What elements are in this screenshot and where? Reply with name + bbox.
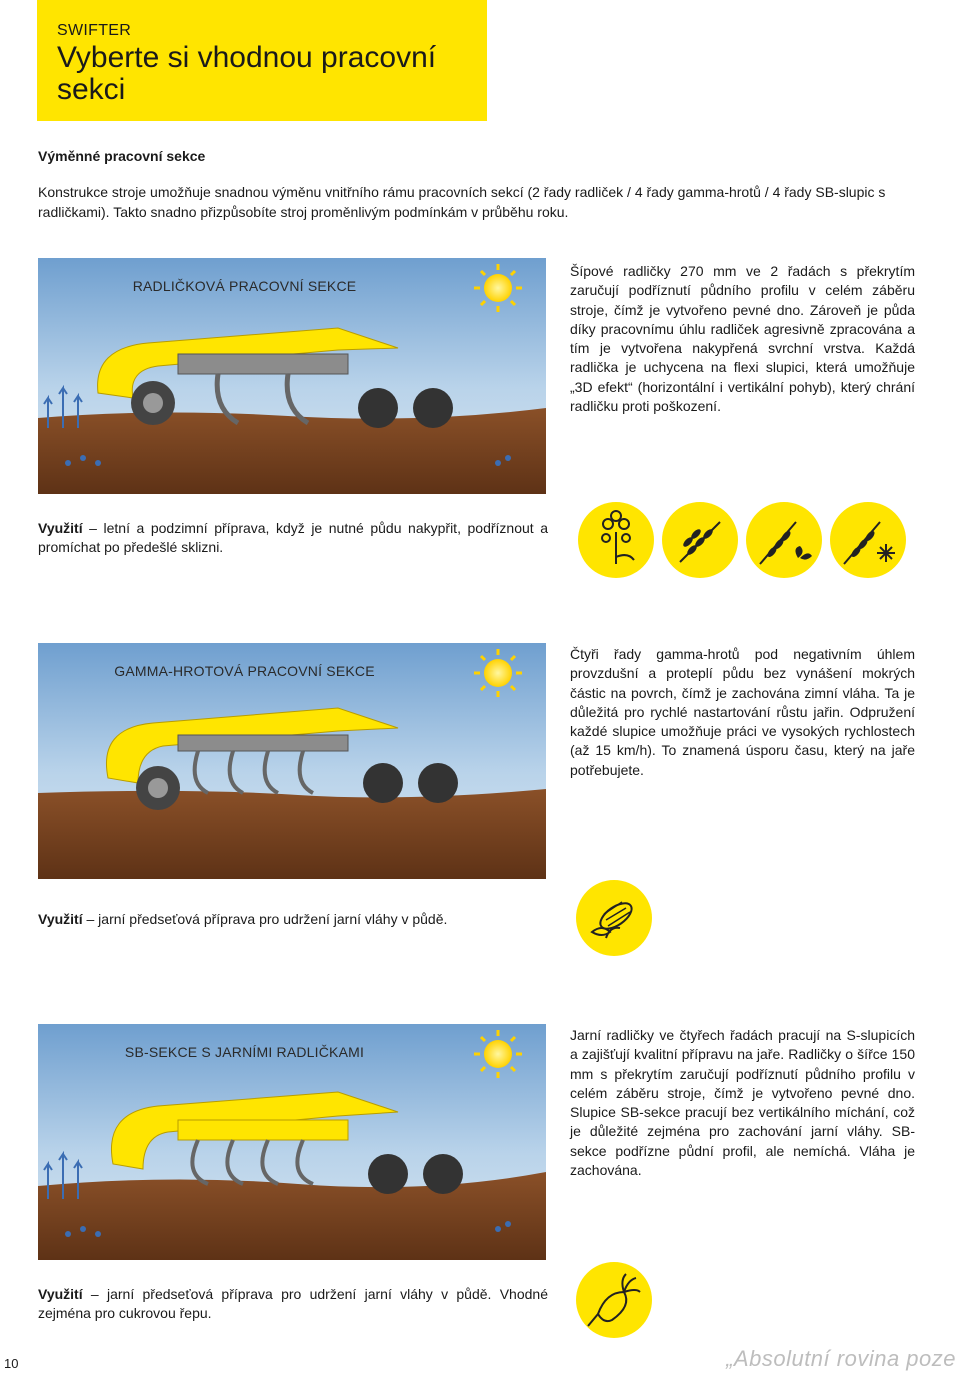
usage-bold: Využití [38,520,83,536]
title-line-2: sekci [57,73,126,106]
title-line-1: Vyberte si vhodnou pracovní [57,41,437,74]
wheat-icon [662,502,738,578]
usage-note [38,1285,548,1323]
page-title [57,42,436,106]
usage-text: – jarní předseťová příprava pro udržení jarní vláhy v půdě. Vhodné zejména pro cukrovou řepu. [38,1286,548,1321]
brand-label: SWIFTER [57,22,132,39]
sb-section-illustration [38,1024,546,1260]
section-label: GAMMA-HROTOVÁ PRACOVNÍ SEKCE [114,663,375,679]
shank-section-illustration [38,258,546,494]
usage-bold: Využití [38,1286,83,1302]
section-description: Jarní radličky ve čtyřech řadách pracují na S-slupicích a zajišťují kvalitní přípravu na jaře. Radličky o šířce 150 mm s překrytím zaručují podříznutí půdního profilu v celém záběru stroje, čímž je vytvořeno pevné dno. Slupice SB-sekce pracují bez vertikálního míchání, což je důležité zejména pro zachování jarní vláhy. SB-sekce podřízne půdní profil, ale nemíchá. Vláha je zachována. [570,1027,915,1179]
usage-text: – letní a podzimní příprava, když je nutné půdu nakypřit, podříznout a promíchat po předešlé sklizni. [38,520,548,555]
usage-text: – jarní předseťová příprava pro udržení jarní vláhy v půdě. [82,911,448,927]
cereal-sprout-icon [746,502,822,578]
section-description: Čtyři řady gamma-hrotů pod negativním úhlem provzdušní a proteplí půdu bez vynášení mokrých částic na povrch, čímž je zachována zimní vláha. Ta je důležitá pro rychlé nastartování růstu jařin. Odpružení každé slupice umožňuje práci ve vysokých rychlostech (až 15 km/h). To znamená úsporu času, který na jaře potřebujete. [570,646,915,778]
corn-icon [576,880,652,956]
usage-note [38,519,548,557]
gamma-tine-section-illustration [38,643,546,879]
usage-note [38,910,548,929]
cereal-frost-icon [830,502,906,578]
intro-text: Konstrukce stroje umožňuje snadnou výměnu vnitřního rámu pracovních sekcí (2 řady radliček / 4 řady gamma-hrotů / 4 řady SB-slupic s radličkami). Takto snadno přizpůsobíte stroj proměnlivým podmínkám v průběhu roku. [38,184,886,220]
footer-slogan: „Absolutní rovina poze [726,1346,956,1371]
section-label: RADLIČKOVÁ PRACOVNÍ SEKCE [132,278,357,294]
rapeseed-icon [578,502,654,578]
usage-bold: Využití [38,911,83,927]
section-description: Šípové radličky 270 mm ve 2 řadách s překrytím zaručují podříznutí půdního profilu v celém záběru stroje, čímž je vytvořeno pevné dno. Zároveň je půda díky pracovnímu úhlu radliček agresivně zpracována a tím je vytvořena nakypřená svrchní vrstva. Každá radlička je uchycena na flexi slupici, která umožňuje „3D efekt“ (horizontální i vertikální pohyb), který chrání radličku proti poškození. [570,263,915,415]
header-box [37,0,487,121]
intro-heading: Výměnné pracovní sekce [38,148,206,164]
section-label: SB-SEKCE S JARNÍMI RADLIČKAMI [124,1044,365,1060]
sugar-beet-icon [576,1262,652,1338]
page-number: 10 [4,1356,19,1371]
